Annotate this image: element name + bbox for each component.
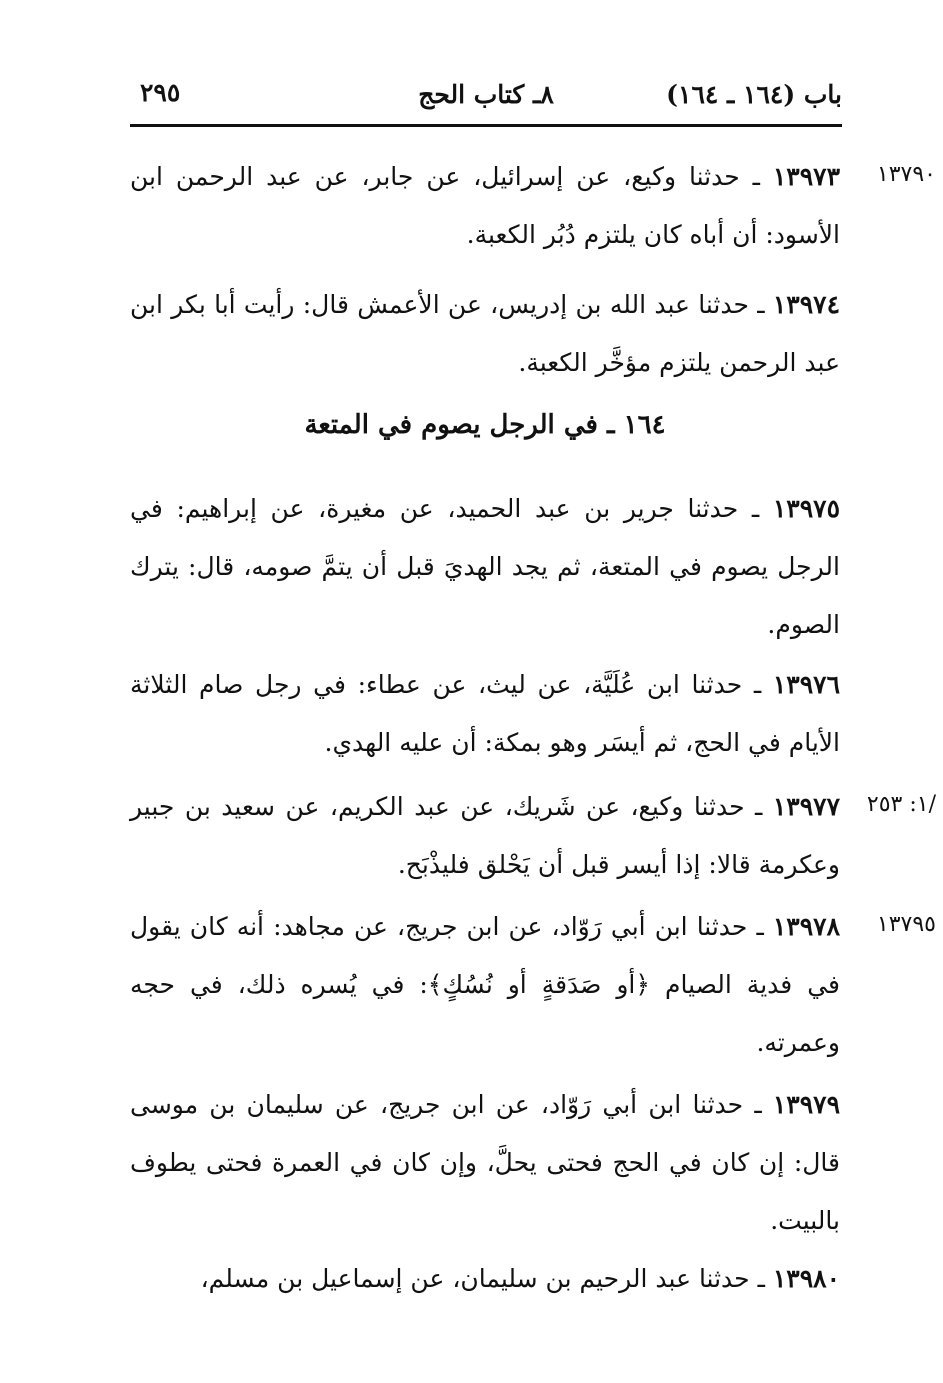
page-header <box>130 74 842 118</box>
header-divider <box>130 124 842 127</box>
hadith-text: ـ حدثنا وكيع، عن شَريك، عن عبد الكريم، عن سعيد بن جبير وعكرمة قالا: إذا أيسر قبل أن يَحْلق فليذْبَح. <box>130 792 840 879</box>
hadith-entry <box>130 1076 840 1250</box>
hadith-text: ـ حدثنا ابن أبي رَوّاد، عن ابن جريج، عن سليمان بن موسى قال: إن كان في الحج فحتى يحلَّ، وإن كان في العمرة فحتى يطوف بالبيت. <box>130 1090 840 1235</box>
hadith-number: ١٣٩٧٤ <box>772 290 841 319</box>
hadith-number: ١٣٩٧٥ <box>772 494 840 523</box>
hadith-text: ـ حدثنا عبد الله بن إدريس، عن الأعمش قال: رأيت أبا بكر ابن عبد الرحمن يلتزم مؤخَّر الكعبة. <box>130 290 840 377</box>
hadith-number: ١٣٩٧٧ <box>772 792 840 821</box>
hadith-number: ١٣٩٧٨ <box>772 912 840 941</box>
hadith-text: ـ حدثنا وكيع، عن إسرائيل، عن جابر، عن عبد الرحمن ابن الأسود: أن أباه كان يلتزم دُبُر الكعبة. <box>130 162 840 249</box>
hadith-number: ١٣٩٧٦ <box>772 670 840 699</box>
page-number: ٢٩٥ <box>140 78 181 107</box>
chapter-reference: باب (١٦٤ ـ ١٦٤) <box>666 80 842 109</box>
book-title: ٨ـ كتاب الحج <box>418 80 554 109</box>
margin-note-1: ١٣٧٩٠ <box>876 162 936 187</box>
margin-note-3: ١٣٧٩٥ <box>876 912 936 937</box>
hadith-text: ـ حدثنا ابن عُلَيَّة، عن ليث، عن عطاء: في رجل صام الثلاثة الأيام في الحج، ثم أيسَر وهو بمكة: أن عليه الهدي. <box>130 670 840 757</box>
hadith-entry <box>130 148 840 264</box>
hadith-entry <box>130 656 840 772</box>
hadith-text: ـ حدثنا عبد الرحيم بن سليمان، عن إسماعيل بن مسلم، <box>200 1264 773 1293</box>
hadith-entry <box>130 1250 840 1308</box>
hadith-entry <box>130 276 840 392</box>
section-heading: ١٦٤ ـ في الرجل يصوم في المتعة <box>304 410 666 440</box>
hadith-text: ـ حدثنا جرير بن عبد الحميد، عن مغيرة، عن إبراهيم: في الرجل يصوم في المتعة، ثم يجد الهديَ قبل أن يتمَّ صومه، قال: يترك الصوم. <box>130 494 840 639</box>
hadith-text: ـ حدثنا ابن أبي رَوّاد، عن ابن جريج، عن مجاهد: أنه كان يقول في فدية الصيام ﴿أو صَدَقةٍ أو نُسُكٍ﴾: في يُسره ذلك، في حجه وعمرته. <box>130 912 840 1057</box>
hadith-entry <box>130 480 840 654</box>
hadith-number: ١٣٩٧٣ <box>772 162 840 191</box>
margin-note-2: /١: ٢٥٣ <box>866 792 936 817</box>
hadith-entry <box>130 778 840 894</box>
hadith-number: ١٣٩٨٠ <box>772 1264 840 1293</box>
hadith-entry <box>130 898 840 1072</box>
hadith-number: ١٣٩٧٩ <box>772 1090 840 1119</box>
